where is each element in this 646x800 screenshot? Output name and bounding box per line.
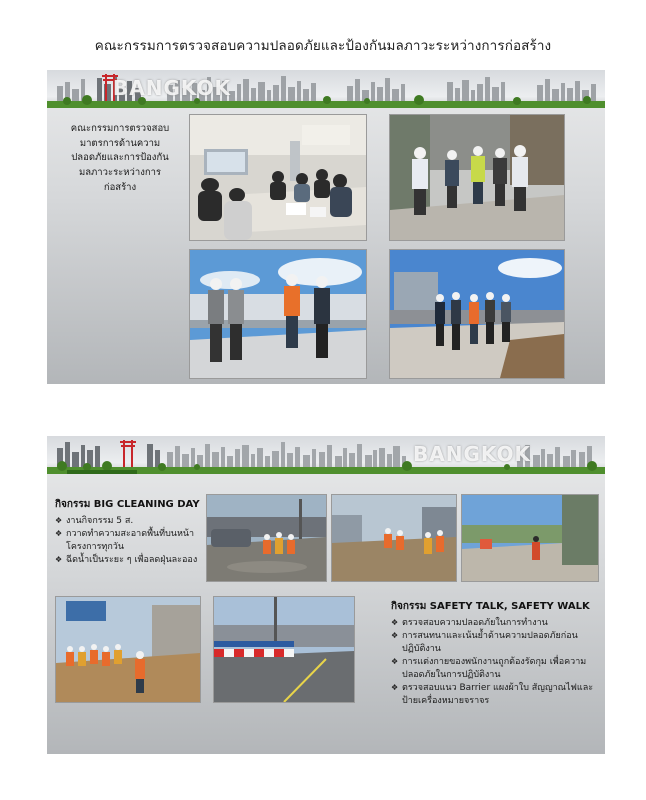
list-item: ❖ ตรวจสอบแนว Barrier แผงผ้าใบ สัญญาณไฟและป้ายเครื่องหมายจราจร — [391, 682, 601, 708]
caption-line: มลภาวะระหว่างการ — [78, 167, 162, 179]
banner-word: BANGKOK — [113, 76, 231, 100]
safety-walk-photo-1 — [55, 596, 201, 703]
caption-line: ปลอดภัยและการป้องกัน — [71, 152, 169, 164]
bangkok-skyline-banner — [47, 70, 605, 108]
site-inspection-photo-1 — [389, 114, 565, 241]
list-item: ❖ ฉีดน้ำเป็นระยะ ๆ เพื่อลดฝุ่นละออง — [55, 554, 205, 567]
list-item: ❖ การสนทนาและเน้นย้ำด้านความปลอดภัยก่อนปฏิบัติงาน — [391, 630, 601, 656]
bangkok-skyline-banner — [47, 436, 605, 474]
caption-line: มาตรการด้านความ — [79, 137, 161, 149]
safety-talk-title: กิจกรรม SAFETY TALK, SAFETY WALK — [391, 601, 590, 612]
cleaning-photo-1 — [206, 494, 327, 582]
list-item: ❖ กวาดทำความสะอาดพื้นที่บนหน้าโครงการทุกวัน — [55, 528, 205, 554]
site-inspection-photo-2 — [189, 249, 367, 379]
cleaning-day-title: กิจกรรม BIG CLEANING DAY — [55, 499, 200, 510]
meeting-room-photo — [189, 114, 367, 241]
cleaning-photo-3 — [461, 494, 599, 582]
cleaning-photo-2 — [331, 494, 457, 582]
cleaning-day-section — [55, 498, 205, 567]
banner-word: BANGKOK — [413, 442, 531, 466]
caption-line: ก่อสร้าง — [103, 181, 137, 193]
caption-line: คณะกรรมการตรวจสอบ — [70, 123, 170, 134]
list-item: ❖ งานกิจกรรม 5 ส. — [55, 515, 205, 528]
safety-walk-photo-2 — [213, 596, 355, 703]
slide-committee-inspection — [47, 70, 605, 384]
site-inspection-photo-3 — [389, 249, 565, 379]
cleaning-day-list — [55, 515, 205, 567]
committee-caption — [53, 122, 187, 196]
list-item: ❖ ตรวจสอบความปลอดภัยในการทำงาน — [391, 617, 601, 630]
list-item: ❖ การแต่งกายของพนักงานถูกต้องรัดกุม เพื่อความปลอดภัยในการปฏิบัติงาน — [391, 656, 601, 682]
safety-talk-list — [391, 617, 601, 708]
page-title: คณะกรรมการตรวจสอบความปลอดภัยและป้องกันมลภาวะระหว่างการก่อสร้าง — [94, 38, 552, 54]
slide-site-activities — [47, 436, 605, 754]
safety-talk-section — [391, 600, 601, 708]
